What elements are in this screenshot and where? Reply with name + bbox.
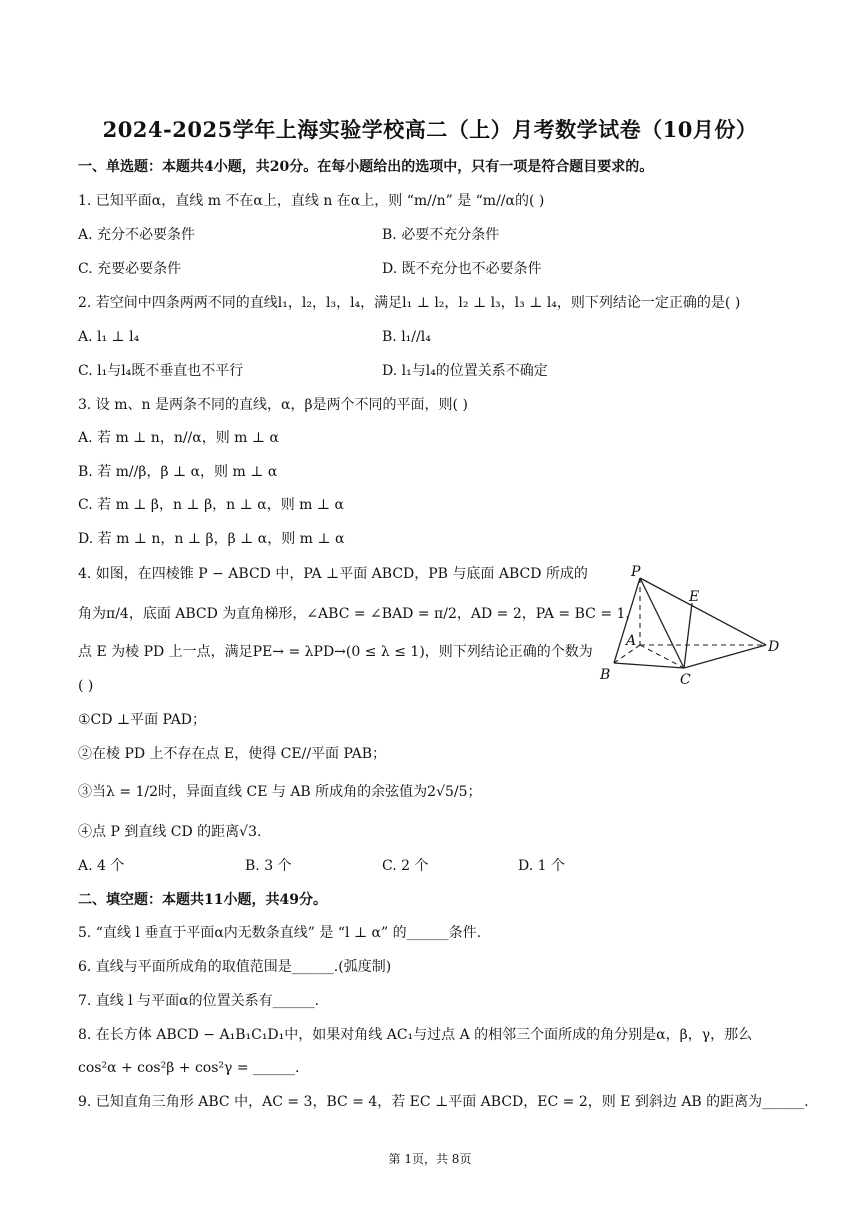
- label-c: C: [680, 672, 691, 688]
- question-7: 7. 直线 l 与平面α的位置关系有______.: [78, 993, 320, 1009]
- question-4-stem-line-3: 点 E 为棱 PD 上一点，满足PE→ = λPD→(0 ≤ λ ≤ 1)，则下列结论正确的个数为: [78, 644, 593, 660]
- label-p: P: [631, 564, 641, 580]
- question-3-stem: 3. 设 m、n 是两条不同的直线，α，β是两个不同的平面，则( ): [78, 397, 468, 413]
- edge-pb: [614, 578, 640, 663]
- section-fill-in-heading: 二、填空题：本题共11小题，共49分。: [78, 892, 327, 908]
- diagonal-ac-hidden: [640, 645, 684, 668]
- question-1-option-a: A. 充分不必要条件: [78, 227, 196, 243]
- question-3-option-d: D. 若 m ⊥ n，n ⊥ β，β ⊥ α，则 m ⊥ α: [78, 531, 345, 547]
- question-1-option-c: C. 充要必要条件: [78, 261, 182, 277]
- question-6: 6. 直线与平面所成角的取值范围是______.(弧度制): [78, 959, 392, 975]
- question-4-statement-4: ④点 P 到直线 CD 的距离√3.: [78, 824, 262, 840]
- segment-ce: [684, 603, 692, 668]
- question-4-statement-3: ③当λ = 1/2时，异面直线 CE 与 AB 所成角的余弦值为2√5/5；: [78, 784, 482, 800]
- edge-pc: [640, 578, 684, 668]
- exam-title: 2024-2025学年上海实验学校高二（上）月考数学试卷（10月份）: [102, 117, 758, 142]
- page-footer: 第 1页，共 8页: [388, 1152, 472, 1166]
- pyramid-diagram: [596, 563, 786, 691]
- label-b: B: [600, 667, 611, 683]
- question-4-stem-line-2: 角为π/4，底面 ABCD 为直角梯形，∠ABC = ∠BAD = π/2，AD = 2，PA = BC = 1，: [78, 606, 640, 622]
- edge-bc: [614, 663, 684, 668]
- question-3-option-c: C. 若 m ⊥ β，n ⊥ β，n ⊥ α，则 m ⊥ α: [78, 497, 344, 513]
- question-4-statement-2: ②在棱 PD 上不存在点 E，使得 CE//平面 PAB；: [78, 746, 387, 762]
- question-2-option-a: A. l₁ ⊥ l₄: [78, 329, 140, 345]
- question-2-option-d: D. l₁与l₄的位置关系不确定: [382, 363, 548, 379]
- question-1-option-d: D. 既不充分也不必要条件: [382, 261, 542, 277]
- question-9: 9. 已知直角三角形 ABC 中，AC = 3，BC = 4，若 EC ⊥平面 ABCD，EC = 2，则 E 到斜边 AB 的距离为______.: [78, 1094, 809, 1110]
- question-1-stem: 1. 已知平面α，直线 m 不在α上，直线 n 在α上，则 “m//n” 是 “m//α的( ): [78, 193, 545, 209]
- edge-cd: [684, 645, 766, 668]
- question-3-option-a: A. 若 m ⊥ n，n//α，则 m ⊥ α: [78, 430, 279, 446]
- question-4-option-c: C. 2 个: [382, 858, 429, 874]
- question-1-option-b: B. 必要不充分条件: [382, 227, 500, 243]
- question-8-line-2: cos²α + cos²β + cos²γ = ______.: [78, 1060, 300, 1076]
- pyramid-figure: [596, 563, 786, 691]
- label-a: A: [626, 633, 637, 649]
- section-single-choice-heading: 一、单选题：本题共4小题，共20分。在每小题给出的选项中，只有一项是符合题目要求的。: [78, 159, 654, 175]
- question-8-line-1: 8. 在长方体 ABCD − A₁B₁C₁D₁中，如果对角线 AC₁与过点 A 的相邻三个面所成的角分别是α，β，γ，那么: [78, 1027, 753, 1043]
- label-d: D: [768, 639, 780, 655]
- question-2-option-c: C. l₁与l₄既不垂直也不平行: [78, 363, 244, 379]
- label-e: E: [689, 589, 700, 605]
- question-3-option-b: B. 若 m//β，β ⊥ α，则 m ⊥ α: [78, 464, 278, 480]
- question-4-option-a: A. 4 个: [78, 858, 125, 874]
- question-4-option-d: D. 1 个: [518, 858, 565, 874]
- question-4-statement-1: ①CD ⊥平面 PAD；: [78, 712, 207, 728]
- question-2-stem: 2. 若空间中四条两两不同的直线l₁，l₂，l₃，l₄，满足l₁ ⊥ l₂，l₂ ⊥ l₃，l₃ ⊥ l₄，则下列结论一定正确的是( ): [78, 295, 741, 311]
- edge-pd: [640, 578, 766, 645]
- question-4-option-b: B. 3 个: [245, 858, 292, 874]
- question-5: 5. “直线 l 垂直于平面α内无数条直线” 是 “l ⊥ α” 的______条件.: [78, 925, 482, 941]
- question-2-option-b: B. l₁//l₄: [382, 329, 431, 345]
- question-4-stem-line-1: 4. 如图，在四棱锥 P − ABCD 中，PA ⊥平面 ABCD，PB 与底面 ABCD 所成的: [78, 566, 588, 582]
- question-4-stem-line-4: ( ): [78, 678, 94, 694]
